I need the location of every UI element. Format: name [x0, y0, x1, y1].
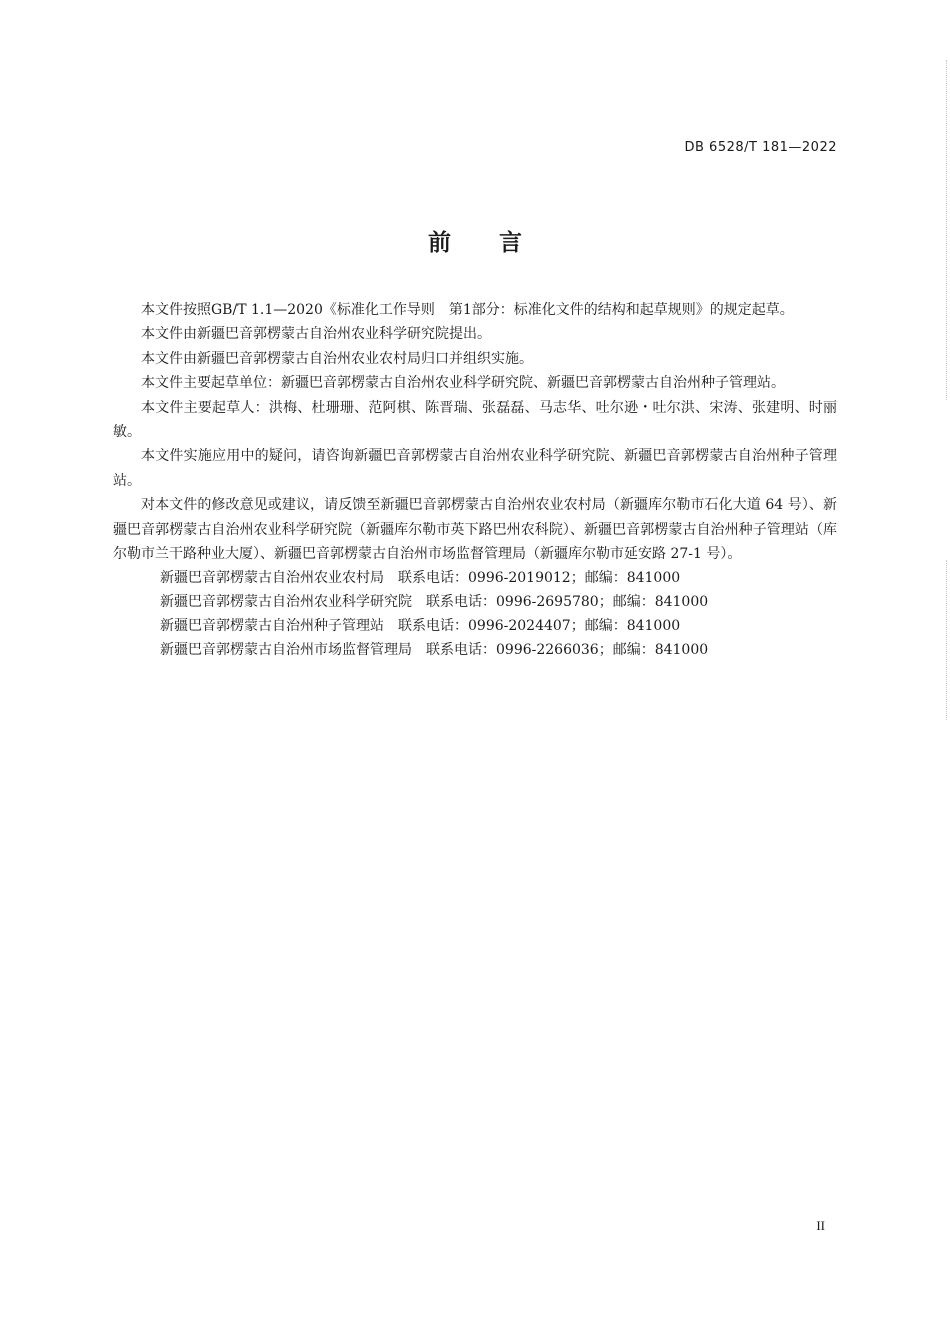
paragraph: 本文件主要起草人：洪梅、杜珊珊、范阿棋、陈晋瑞、张磊磊、马志华、吐尔逊・吐尔洪、宋涛、张建明、时丽敏。	[113, 399, 837, 441]
paragraph: 本文件由新疆巴音郭楞蒙古自治州农业农村局归口并组织实施。	[141, 350, 533, 367]
page-title: 前言	[428, 230, 570, 256]
contact-line: 新疆巴音郭楞蒙古自治州种子管理站 联系电话：0996-2024407；邮编：841000	[160, 618, 681, 635]
contact-line: 新疆巴音郭楞蒙古自治州农业科学研究院 联系电话：0996-2695780；邮编：841000	[160, 594, 709, 611]
paragraph: 本文件主要起草单位：新疆巴音郭楞蒙古自治州农业科学研究院、新疆巴音郭楞蒙古自治州种子管理站。	[141, 375, 785, 392]
page-number: II	[816, 1218, 825, 1233]
scan-edge-mark	[946, 560, 948, 720]
paragraph: 对本文件的修改意见或建议，请反馈至新疆巴音郭楞蒙古自治州农业农村局（新疆库尔勒市石化大道 64 号）、新疆巴音郭楞蒙古自治州农业科学研究院（新疆库尔勒市英下路巴州农科院）、新疆巴音郭楞蒙古自治州种子管理站（库尔勒市兰干路种业大厦）、新疆巴音郭楞蒙古自治州市场监督管理局（新疆库尔勒市延安路 27-1 号）。	[113, 497, 837, 563]
scan-edge-mark	[946, 60, 948, 400]
foreword-body	[113, 298, 837, 662]
document-code: DB 6528/T 181—2022	[684, 140, 837, 155]
contact-line: 新疆巴音郭楞蒙古自治州农业农村局 联系电话：0996-2019012；邮编：841000	[160, 570, 681, 587]
paragraph: 本文件由新疆巴音郭楞蒙古自治州农业科学研究院提出。	[141, 326, 491, 343]
paragraph: 本文件按照GB/T 1.1—2020《标准化工作导则 第1部分：标准化文件的结构和起草规则》的规定起草。	[141, 302, 794, 318]
contact-line: 新疆巴音郭楞蒙古自治州市场监督管理局 联系电话：0996-2266036；邮编：841000	[160, 642, 709, 659]
paragraph: 本文件实施应用中的疑问，请咨询新疆巴音郭楞蒙古自治州农业科学研究院、新疆巴音郭楞蒙古自治州种子管理站。	[113, 448, 837, 489]
